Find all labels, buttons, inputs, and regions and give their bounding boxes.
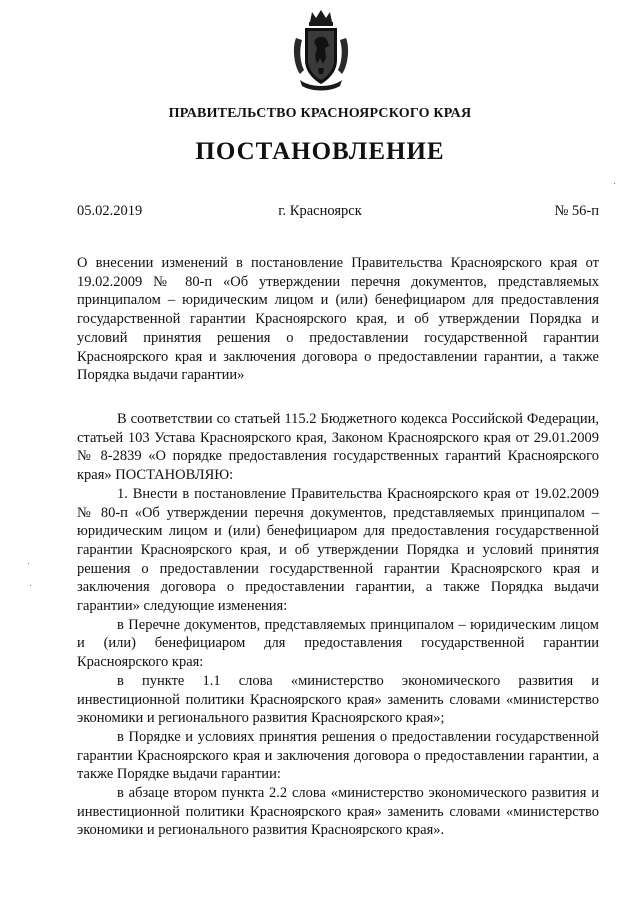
document-body <box>77 410 599 840</box>
body-paragraph: в Порядке и условиях принятия решения о предоставлении государственной гарантии Красноярского края и заключения договора о предоставлении гарантии, а также Порядке выдачи гарантии: <box>77 728 599 783</box>
coat-of-arms-icon <box>290 8 352 92</box>
document-title: О внесении изменений в постановление Правительства Красноярского края от 19.02.2009 № 80-п «Об утверждении перечня документов, представляемых принципалом – юридическим лицом и (или) бенефициаром для предоставления государственной гарантии Красноярского края, и об утверждении Порядка и условий принятия решения о предоставлении государственной гарантии Красноярского края и заключения договора о предоставлении гарантии, а также Порядка выдачи гарантии» <box>77 255 599 384</box>
document-city: г. Красноярск <box>278 203 362 219</box>
body-paragraph: 1. Внести в постановление Правительства Красноярского края от 19.02.2009 № 80-п «Об утверждении перечня документов, представляемых принципалом – юридическим лицом и (или) бенефициаром для предоставления государственной гарантии Красноярского края, и об утверждении Порядка и условий принятия решения о предоставлении государственной гарантии Красноярского края и заключения договора о предоставлении гарантии, а также Порядка выдачи гарантии» следующие изменения: <box>77 485 599 615</box>
body-paragraph: в пункте 1.1 слова «министерство экономического развития и инвестиционной политики Красноярского края» заменить словами «министерство экономики и регионального развития Красноярского края»; <box>77 672 599 727</box>
body-paragraph: в Перечне документов, представляемых принципалом – юридическим лицом и (или) бенефициаром для предоставления государственной гарантии Красноярского края: <box>77 616 599 671</box>
scan-speck <box>28 563 29 564</box>
scan-speck <box>30 585 31 586</box>
body-paragraph: В соответствии со статьей 115.2 Бюджетного кодекса Российской Федерации, статьей 103 Устава Красноярского края, Законом Красноярского края от 29.01.2009 № 8-2839 «О порядке предоставления государственных гарантий Красноярского края» ПОСТАНОВЛЯЮ: <box>77 411 599 484</box>
document-date: 05.02.2019 <box>77 203 143 219</box>
body-paragraph: в абзаце втором пункта 2.2 слова «министерство экономического развития и инвестиционной политики Красноярского края» заменить словами «министерство экономики и регионального развития Красноярского края». <box>77 785 599 839</box>
organization-name: ПРАВИТЕЛЬСТВО КРАСНОЯРСКОГО КРАЯ <box>168 106 472 121</box>
scan-speck <box>614 183 615 184</box>
document-number: № 56-п <box>554 203 599 219</box>
document-type: ПОСТАНОВЛЕНИЕ <box>195 138 445 165</box>
